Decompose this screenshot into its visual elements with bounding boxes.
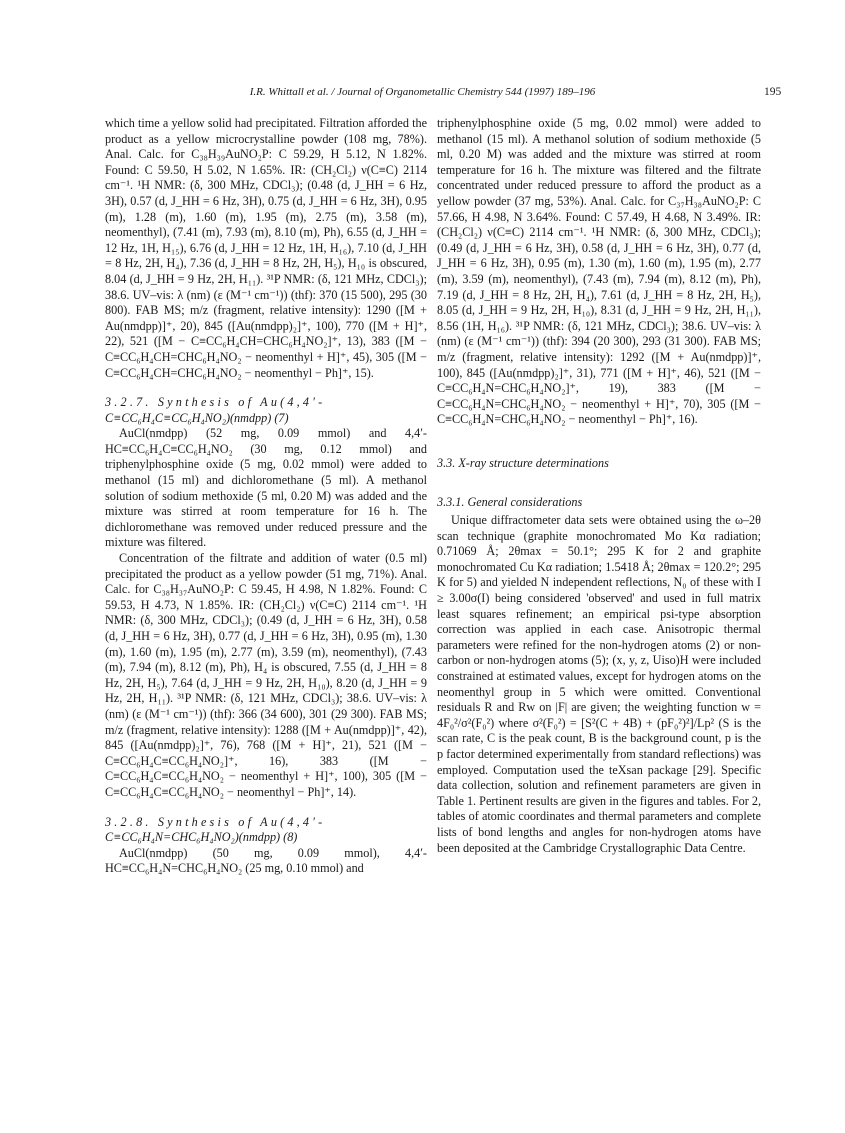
page-number: 195 [764,86,782,98]
section-heading-3-2-8 [105,815,427,846]
section-heading-3-2-8-line1: 3.2.8. Synthesis of Au(4,4′- [105,814,326,829]
paragraph-characterization-8: triphenylphosphine oxide (5 mg, 0.02 mmol) were added to methanol (15 ml). A methanol solution of sodium methoxide (5 ml, 0.20 M) was added and the mixture was stirred at room temperature for 16 h. The mixture was filtered and the filtrate concentrated under reduced pressure to afford the product as a yellow powder (37 mg, 53%). Anal. Calc. for C₃₇H₃₈AuNO₂P: C 57.66, H 4.98, N 3.64%. Found: C 57.49, H 4.68, N 3.49%. IR: (CH₂Cl₂) ν(C≡C) 2114 cm⁻¹. ¹H NMR: (δ, 300 MHz, CDCl₃); (0.49 (d, J_HH = 6 Hz, 3H), 0.58 (d, J_HH = 6 Hz, 3H), 0.77 (d, J_HH = 6 Hz, 3H), 0.95 (m), 1.30 (m), 1.60 (m), 1.95 (m), 2.77 (m), 3.59 (m), neomenthyl), (7.43 (m), 7.94 (m), 8.12 (m), Ph), 7.19 (d, J_HH = 8 Hz, 2H, H₄), 7.61 (d, J_HH = 8 Hz, 2H, H₅), 8.05 (d, J_HH = 9 Hz, 2H, H₁₀), 8.31 (d, J_HH = 9 Hz, 2H, H₁₁), 8.56 (1H, H₁₆). ³¹P NMR: (δ, 121 MHz, CDCl₃); 38.6. UV–vis: λ (nm) (ε (M⁻¹ cm⁻¹)) (thf): 394 (20 300), 293 (31 300). FAB MS; m/z (fragment, relative intensity): 1292 ([M + Au(nmdpp)]⁺, 100), 845 ([Au(nmdpp)₂]⁺, 31), 771 ([M + H]⁺, 46), 521 ([M − C≡CC₆H₄N=CHC₆H₄NO₂]⁺, 19), 383 ([M − C≡CC₆H₄N=CHC₆H₄NO₂ − neomenthyl + H]⁺, 70), 305 ([M − C≡CC₆H₄N=CHC₆H₄NO₂ − neomenthyl − Ph]⁺, 16). [437,116,761,427]
paragraph-general-considerations: Unique diffractometer data sets were obtained using the ω–2θ scan technique (graphite monochromated Mo Kα radiation; 0.71069 Å; 2θmax = 50.1°; 295 K for 2 and graphite monochromated Cu Kα radiation; 1.5418 Å; 2θmax = 120.2°; 295 K for 5) and yielded N independent reflections, N₀ of these with I ≥ 3.00σ(I) being considered 'observed' and used in full matrix least squares refinement; an empirical psi-type absorption correction was applied in each case. Anisotropic thermal parameters were refined for the non-hydrogen atoms (2) or non-carbon or non-hydrogen atoms (5); (x, y, z, Uiso)H were included constrained at estimated values, except for hydrogen atoms on the neomenthyl group in 5 which were omitted. Conventional residuals R and Rw on |F| are given; the weighting function w = 4F₀²/σ²(F₀²) where σ²(F₀²) = [S²(C + 4B) + (pF₀²)²]/Lp² (S is the scan rate, C is the peak count, B is the background count, p is the p factor determined experimentally from standard reflections) was employed. Computation used the teXsan package [29]. Specific data collection, solution and refinement parameters are given in Table 1. Pertinent results are given in the figures and tables. For 2, tables of atomic coordinates and thermal parameters and complete lists of bond lengths and angles for non-hydrogen atoms have been deposited at the Cambridge Crystallographic Data Centre. [437,513,761,855]
section-heading-3-2-7-line1: 3.2.7. Synthesis of Au(4,4′- [105,395,326,410]
section-heading-3-2-7-line2: C≡CC₆H₄C≡CC₆H₄NO₂)(nmdpp) (7) [105,410,289,425]
left-column [105,116,427,877]
paragraph-synthesis-8: AuCl(nmdpp) (50 mg, 0.09 mmol), 4,4′-HC≡CC₆H₄N=CHC₆H₄NO₂ (25 mg, 0.10 mmol) and [105,845,427,876]
section-heading-3-2-8-line2: C≡CC₆H₄N=CHC₆H₄NO₂)(nmdpp) (8) [105,830,298,845]
section-heading-3-3-1: 3.3.1. General considerations [437,495,583,510]
section-heading-3-3: 3.3. X-ray structure determinations [437,455,609,470]
paragraph-characterization-7: Concentration of the filtrate and addition of water (0.5 ml) precipitated the product as a yellow powder (51 mg, 71%). Anal. Calc. for C₃₈H₃₇AuNO₂P: C 59.45, H 4.98, N 1.82%. Found: C 59.53, H 4.73, N 1.85%. IR: (CH₂Cl₂) ν(C≡C) 2114 cm⁻¹. ¹H NMR: (δ, 300 MHz, CDCl₃); (0.49 (d, J_HH = 6 Hz, 3H), 0.58 (d, J_HH = 6 Hz, 3H), 0.77 (d, J_HH = 6 Hz, 3H), 0.95 (m), 1.30 (m), 1.60 (m), 1.95 (m), 2.77 (m), 3.59 (m), neomenthyl), (7.43 (m), 7.94 (m), 8.12 (m), Ph), H₄ is obscured, 7.55 (d, J_HH = 8 Hz, 2H, H₅), 7.64 (d, J_HH = 9 Hz, 2H, H₁₀), 8.20 (d, J_HH = 9 Hz, 2H, H₁₁). ³¹P NMR: (δ, 121 MHz, CDCl₃); 38.6. UV–vis: λ (nm) (ε (M⁻¹ cm⁻¹)) (thf): 366 (34 600), 301 (29 300). FAB MS; m/z (fragment, relative intensity): 1288 ([M + Au(nmdpp)]⁺, 42), 845 ([Au(nmdpp)₂]⁺, 76), 768 ([M + H]⁺, 21), 521 ([M − C≡CC₆H₄C≡CC₆H₄NO₂]⁺, 16), 383 ([M − C≡CC₆H₄C≡CC₆H₄NO₂ − neomenthyl + H]⁺, 100), 305 ([M − C≡CC₆H₄C≡CC₆H₄NO₂ − neomenthyl − Ph]⁺, 14). [105,551,427,799]
running-head: I.R. Whittall et al. / Journal of Organometallic Chemistry 544 (1997) 189–196 [249,86,596,98]
section-heading-3-2-7 [105,395,427,426]
paragraph-synthesis-7: AuCl(nmdpp) (52 mg, 0.09 mmol) and 4,4′-HC≡CC₆H₄C≡CC₆H₄NO₂ (30 mg, 0.12 mmol) and triphenylphosphine oxide (5 mg, 0.02 mmol) were added to methanol (15 ml) and dichloromethane (5 ml). A methanol solution of sodium methoxide (5 ml, 0.20 M) was added and the mixture was stirred at room temperature for 16 h. The dichloromethane was removed under reduced pressure and the mixture was filtered. [105,426,427,550]
right-column [437,116,761,856]
paragraph-characterization-6: which time a yellow solid had precipitated. Filtration afforded the product as a yellow microcrystalline powder (108 mg, 78%). Anal. Calc. for C₃₈H₃₉AuNO₂P: C 59.29, H 5.12, N 1.82%. Found: C 59.50, H 5.02, N 1.65%. IR: (CH₂Cl₂) ν(C≡C) 2114 cm⁻¹. ¹H NMR: (δ, 300 MHz, CDCl₃); (0.48 (d, J_HH = 6 Hz, 3H), 0.57 (d, J_HH = 6 Hz, 3H), 0.75 (d, J_HH = 6 Hz, 3H), 0.95 (m), 1.28 (m), 1.60 (m), 1.95 (m), 2.75 (m), 3.58 (m), neomenthyl), (7.41 (m), 7.93 (m), 8.10 (m), Ph), 6.55 (d, J_HH = 12 Hz, 1H, H₁₅), 6.76 (d, J_HH = 12 Hz, 1H, H₁₆), 7.10 (d, J_HH = 8 Hz, 2H, H₄), 7.36 (d, J_HH = 8 Hz, 2H, H₅), H₁₀ is obscured, 8.04 (d, J_HH = 9 Hz, 2H, H₁₁). ³¹P NMR: (δ, 121 MHz, CDCl₃); 38.6. UV–vis: λ (nm) (ε (M⁻¹ cm⁻¹)) (thf): 370 (15 500), 295 (30 800). FAB MS; m/z (fragment, relative intensity): 1290 ([M + Au(nmdpp)]⁺, 20), 845 ([Au(nmdpp)₂]⁺, 100), 770 ([M + H]⁺, 22), 521 ([M − C≡CC₆H₄CH=CHC₆H₄NO₂]⁺, 13), 383 ([M − C≡CC₆H₄CH=CHC₆H₄NO₂ − neomenthyl + H]⁺, 45), 305 ([M − C≡CC₆H₄CH=CHC₆H₄NO₂ − neomenthyl − Ph]⁺, 15). [105,116,427,380]
